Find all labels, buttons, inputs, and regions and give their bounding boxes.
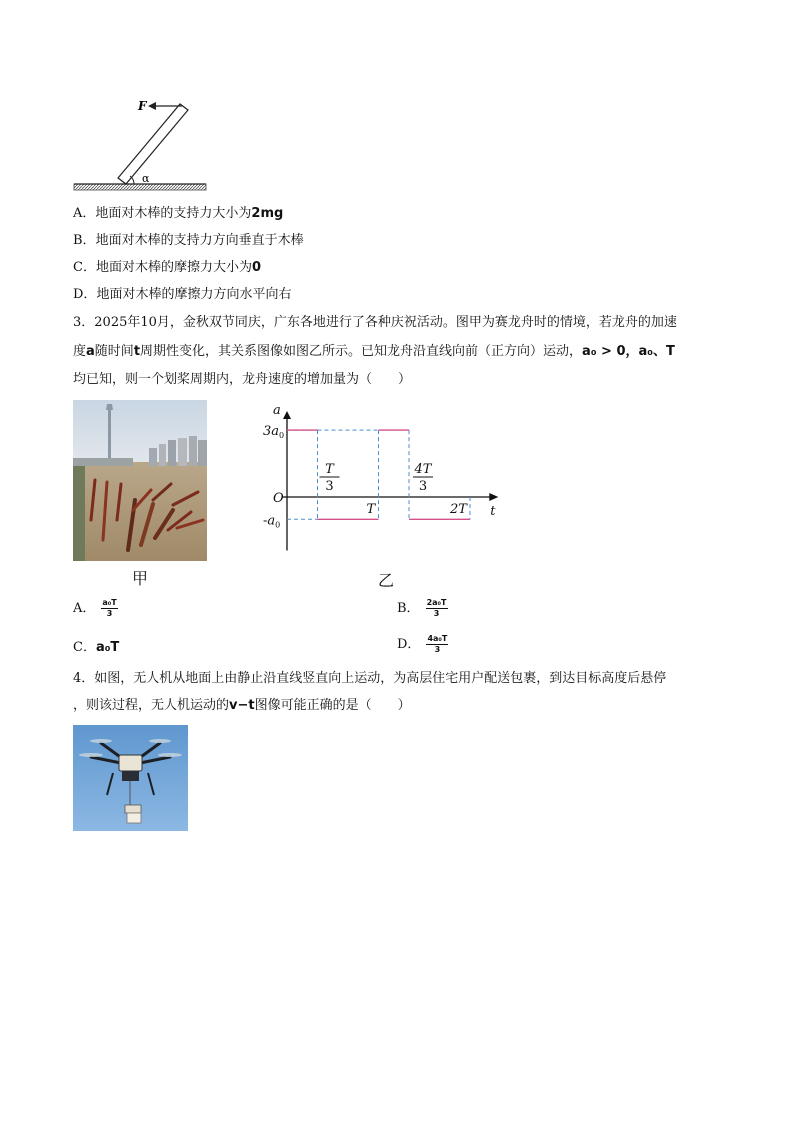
xtick-4t-third-den: 3 (418, 479, 428, 494)
t-axis-arrow (489, 493, 498, 501)
fraction: $\frac{\text{a₀T}}{3}$ (102, 598, 117, 618)
caption-jia: 甲 (132, 569, 149, 588)
dragon-boat-photo (73, 400, 207, 561)
acceleration-time-graph (255, 400, 525, 570)
q3-stem-line1: 3．2025年10月，金秋双节同庆，广东各地进行了各种庆祝活动。图甲为赛龙舟时的情境，若龙舟的加速 (73, 315, 677, 330)
force-label: F (138, 99, 147, 113)
caption-yi: 乙 (378, 571, 395, 590)
a-axis-arrow (283, 411, 291, 419)
q4-stem-line2: ，则该过程，无人机运动的v−t图像可能正确的是（ ） (73, 698, 411, 713)
xtick-t-third-num: T (325, 462, 334, 477)
q3-option-b: B． $\frac{\text{2a₀T}}{3}$ (397, 598, 447, 618)
origin-label: O (273, 491, 284, 506)
wooden-rod (118, 104, 188, 184)
xtick-4t-third-num: 4T (414, 462, 432, 477)
q2-option-a: A．地面对木棒的支持力大小为2mg (73, 206, 284, 221)
q2-option-d: D．地面对木棒的摩擦力方向水平向右 (73, 287, 292, 302)
q3-stem-line3: 均已知，则一个划桨周期内，龙舟速度的增加量为（ ） (73, 372, 412, 387)
fraction: $\frac{\text{4a₀T}}{3}$ (427, 634, 448, 654)
xtick-2t: 2T (450, 502, 467, 517)
t-axis-label: t (490, 504, 496, 519)
q3-option-d: D． $\frac{\text{4a₀T}}{3}$ (397, 634, 448, 654)
drone-photo (73, 725, 188, 831)
ytick-3a0: $3a_0$ (263, 424, 285, 441)
xtick-t: T (366, 502, 376, 517)
q3-option-a: A． $\frac{\text{a₀T}}{3}$ (73, 598, 117, 618)
angle-label: α (142, 172, 150, 185)
fraction: $\frac{\text{2a₀T}}{3}$ (426, 598, 447, 618)
ytick-neg-a0: $-a_0$ (263, 513, 281, 530)
force-arrow-head (148, 102, 156, 110)
q2-option-b: B．地面对木棒的支持力方向垂直于木棒 (73, 233, 304, 248)
q2-option-c: C．地面对木棒的摩擦力大小为0 (73, 260, 262, 275)
ground-surface (74, 184, 206, 190)
xtick-t-third-den: 3 (325, 479, 334, 494)
q4-stem-line1: 4．如图，无人机从地面上由静止沿直线竖直向上运动，为高层住宅用户配送包裹，到达目标高度后悬停 (73, 671, 667, 686)
rod-figure (70, 96, 212, 196)
a-axis-label: a (273, 403, 281, 418)
q3-option-c: C．a₀T (73, 640, 120, 655)
q3-stem-line2: 度a随时间t周期性变化，其关系图像如图乙所示。已知龙舟沿直线向前（正方向）运动，a₀ > 0，a₀、T (73, 344, 675, 359)
